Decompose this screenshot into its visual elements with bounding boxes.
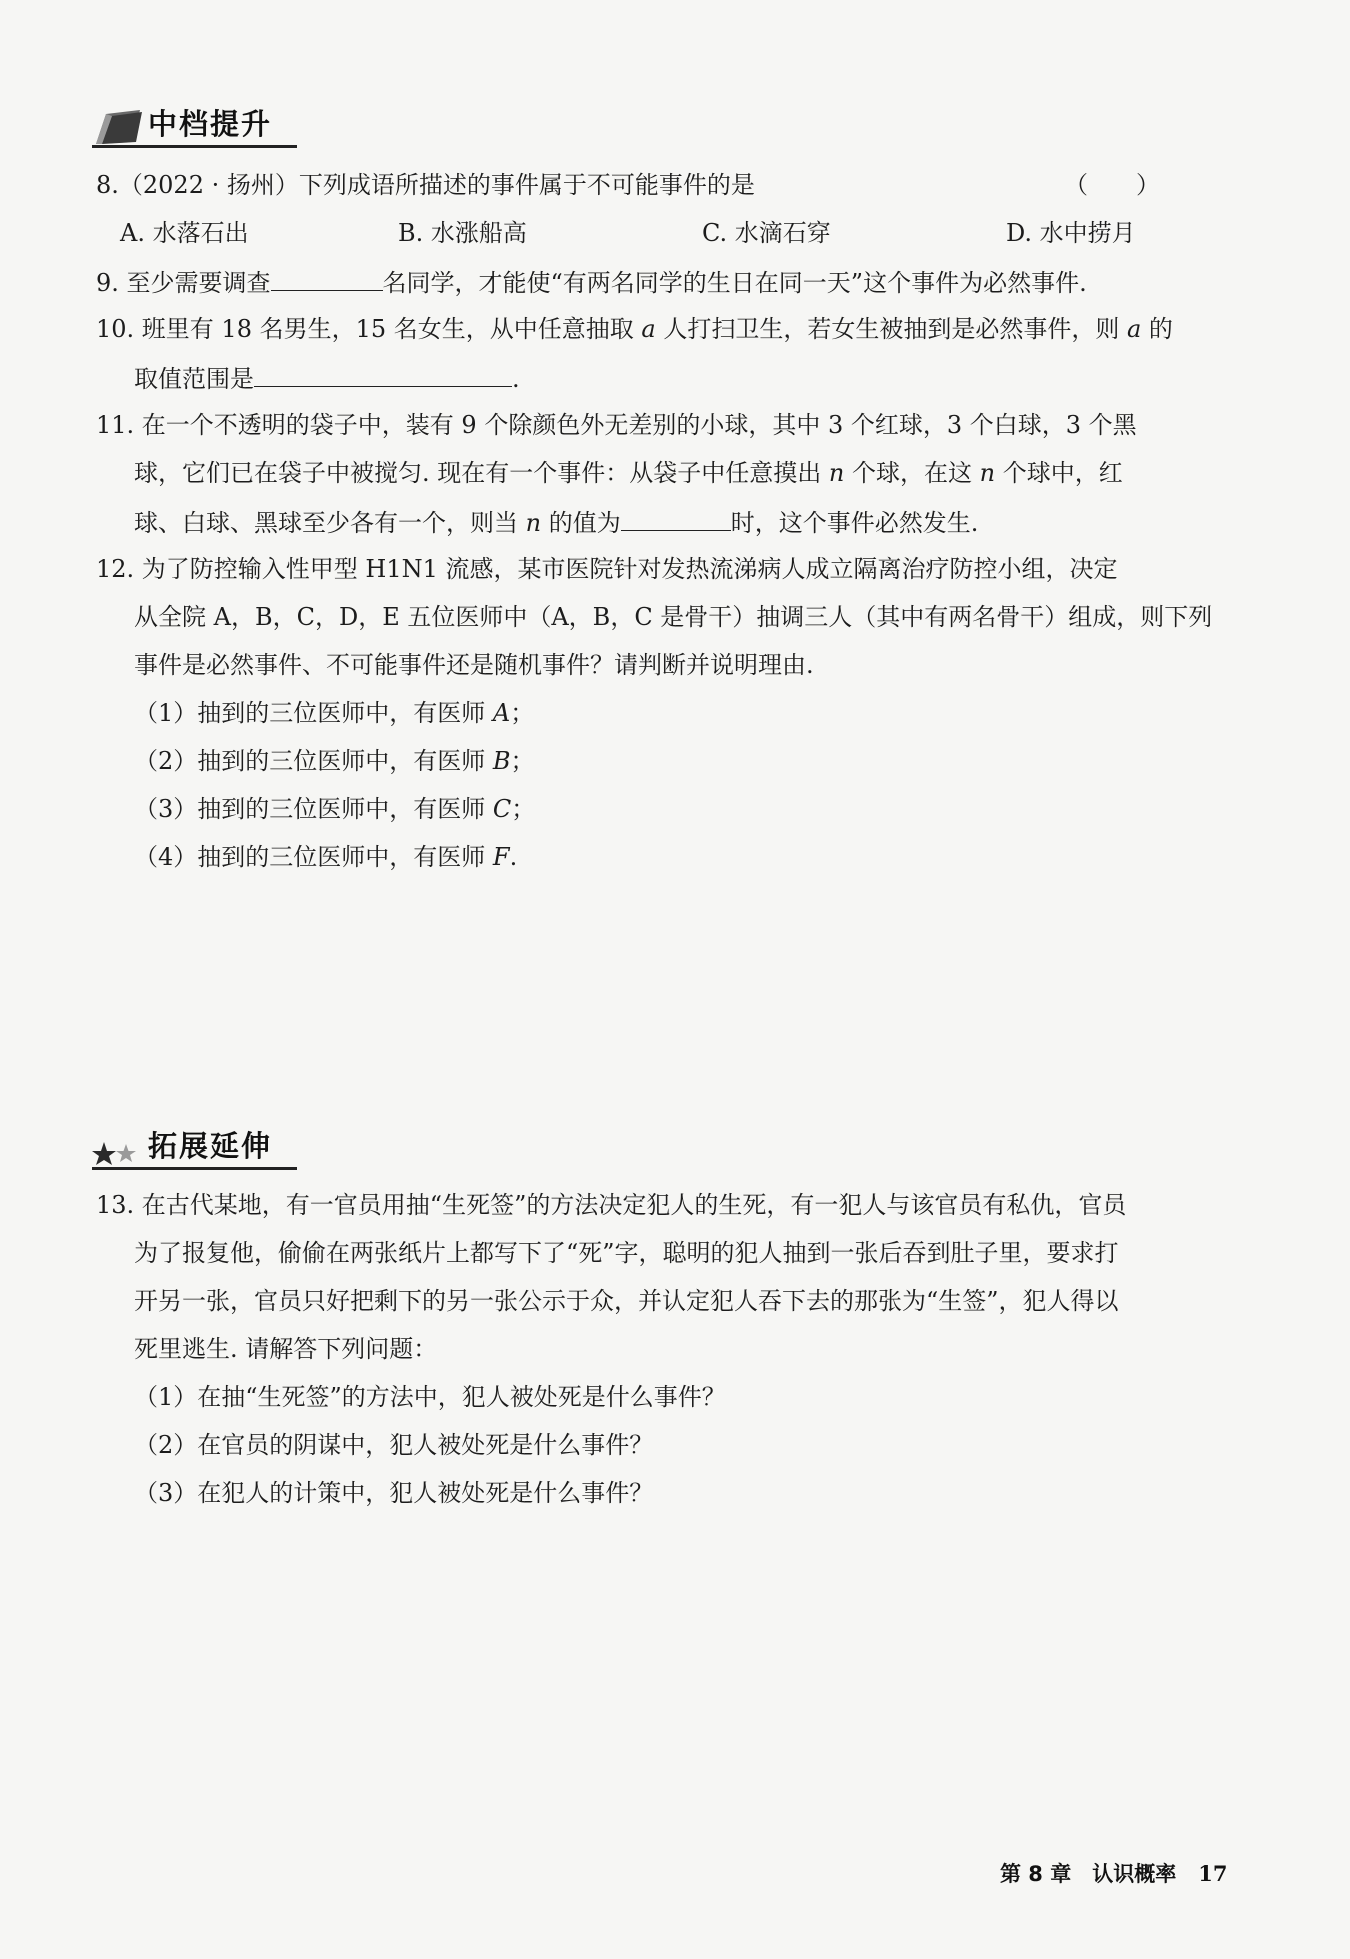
- q12-sub-2: （2）抽到的三位医师中，有医师 B；: [134, 747, 535, 775]
- section-underline: [92, 145, 297, 148]
- answer-blank[interactable]: [621, 504, 731, 531]
- q13-sub-1: （1）在抽“生死签”的方法中，犯人被处死是什么事件？: [134, 1383, 726, 1411]
- section-title: 拓展延伸: [148, 1129, 273, 1163]
- section-header-ext: [92, 1122, 302, 1170]
- option-b: B. 水涨船高: [398, 219, 527, 247]
- question-10: 10. 班里有 18 名男生，15 名女生，从中任意抽取 a 人打扫卫生，若女生被抽到是必然事件，则 a 的: [96, 315, 1173, 343]
- q12-sub-3: （3）抽到的三位医师中，有医师 C；: [134, 795, 536, 823]
- question-12-line2: 从全院 A，B，C，D，E 五位医师中（A，B，C 是骨干）抽调三人（其中有两名骨干）组成，则下列: [134, 603, 1213, 631]
- question-11-line2: 球，它们已在袋子中被搅匀. 现在有一个事件：从袋子中任意摸出 n 个球，在这 n 个球中，红: [134, 459, 1123, 487]
- question-13-line3: 开另一张，官员只好把剩下的另一张公示于众，并认定犯人吞下去的那张为“生签”，犯人得以: [134, 1287, 1119, 1315]
- question-10-line2: 取值范围是 .: [134, 360, 1294, 396]
- chapter-label: 第 8 章 认识概率: [1000, 1862, 1177, 1886]
- section-underline: [92, 1167, 297, 1170]
- page-number: 17: [1198, 1861, 1228, 1886]
- answer-blank[interactable]: [254, 360, 512, 387]
- question-12: 12. 为了防控输入性甲型 H1N1 流感，某市医院针对发热流涕病人成立隔离治疗防控小组，决定: [96, 555, 1118, 583]
- book-icon: [92, 106, 144, 146]
- section-title: 中档提升: [148, 107, 273, 141]
- option-c: C. 水滴石穿: [702, 219, 831, 247]
- option-a: A. 水落石出: [120, 219, 249, 247]
- page-footer: [1000, 1858, 1227, 1888]
- question-11-line3: 球、白球、黑球至少各有一个，则当 n 的值为 时，这个事件必然发生.: [134, 504, 1294, 540]
- q12-sub-1: （1）抽到的三位医师中，有医师 A；: [134, 699, 535, 727]
- q8-options: [96, 216, 1256, 250]
- answer-blank[interactable]: [271, 264, 383, 291]
- question-13-line4: 死里逃生. 请解答下列问题：: [134, 1335, 438, 1363]
- q12-sub-4: （4）抽到的三位医师中，有医师 F.: [134, 843, 518, 871]
- answer-paren: （ ）: [1064, 171, 1160, 199]
- question-11: 11. 在一个不透明的袋子中，装有 9 个除颜色外无差别的小球，其中 3 个红球，3 个白球，3 个黑: [96, 411, 1137, 439]
- question-13: 13. 在古代某地，有一官员用抽“生死签”的方法决定犯人的生死，有一犯人与该官员有私仇，官员: [96, 1191, 1127, 1219]
- q13-sub-2: （2）在官员的阴谋中，犯人被处死是什么事件？: [134, 1431, 654, 1459]
- option-d: D. 水中捞月: [1006, 219, 1136, 247]
- question-9: 9. 至少需要调查 名同学，才能使“有两名同学的生日在同一天”这个事件为必然事件.: [96, 264, 1256, 300]
- q8-stem: 8.（2022 · 扬州）下列成语所描述的事件属于不可能事件的是: [96, 171, 755, 199]
- question-8: [96, 168, 1256, 202]
- section-header-mid: [92, 100, 302, 148]
- question-13-line2: 为了报复他，偷偷在两张纸片上都写下了“死”字，聪明的犯人抽到一张后吞到肚子里，要求打: [134, 1239, 1119, 1267]
- stars-icon: [92, 1128, 144, 1168]
- question-12-line3: 事件是必然事件、不可能事件还是随机事件？请判断并说明理由.: [134, 651, 814, 679]
- q13-sub-3: （3）在犯人的计策中，犯人被处死是什么事件？: [134, 1479, 654, 1507]
